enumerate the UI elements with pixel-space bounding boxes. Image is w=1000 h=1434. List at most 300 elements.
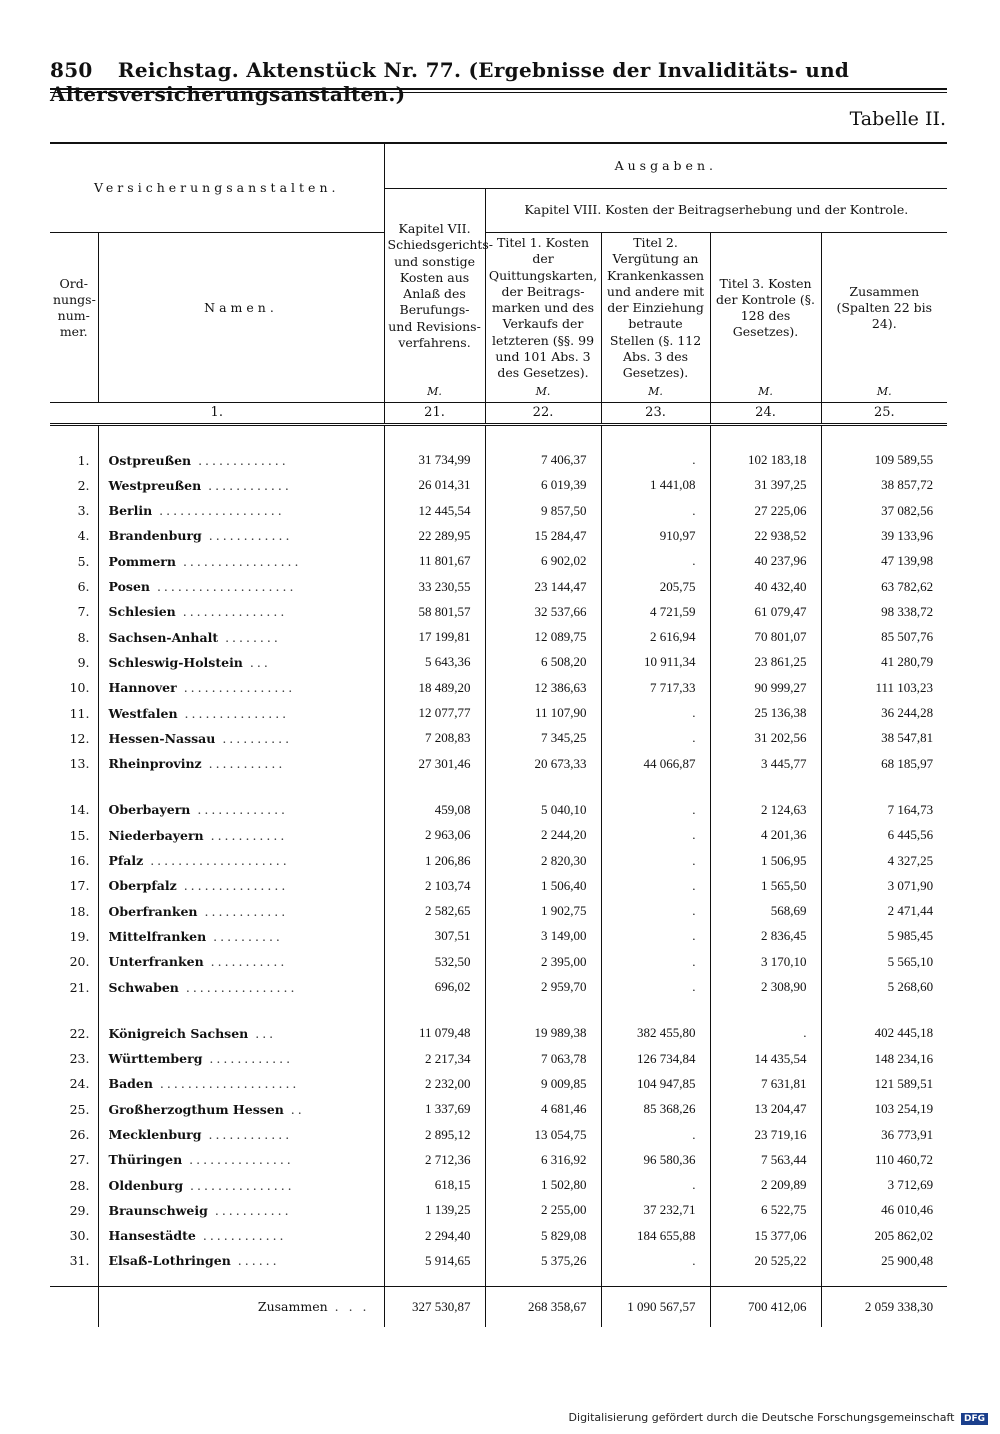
table-row (50, 873, 947, 898)
cell-c25: 3 071,90 (821, 873, 947, 898)
row-name-text: Königreich Sachsen (108, 1025, 249, 1041)
leader-dots: .................... (149, 579, 297, 595)
cell-c22: 5 375,26 (485, 1248, 601, 1273)
cell-c22: 2 820,30 (485, 848, 601, 873)
cell-c23: . (601, 549, 710, 574)
row-name (98, 549, 384, 574)
row-name (98, 797, 384, 822)
total-row (50, 1286, 947, 1327)
cell-c24: 40 432,40 (710, 574, 821, 599)
row-name (98, 726, 384, 751)
cell-c21: 2 217,34 (384, 1046, 485, 1071)
leader-dots: ............ (201, 528, 293, 544)
unit-label: M. (601, 383, 710, 402)
header-col-21: Kapitel VII. Schiedsgerichts- und sonstige Kosten aus Anlaß des Berufungs- und Revisions-verfahrens. (384, 189, 485, 384)
row-name (98, 924, 384, 949)
cell-c24: 70 801,07 (710, 625, 821, 650)
cell-c25: 109 589,55 (821, 447, 947, 472)
table-row (50, 700, 947, 725)
cell-c23: 126 734,84 (601, 1046, 710, 1071)
table-row (50, 1172, 947, 1197)
cell-c21: 532,50 (384, 949, 485, 974)
cell-c21: 11 801,67 (384, 549, 485, 574)
row-number: 20. (69, 954, 90, 970)
leader-dots: .................... (152, 1076, 300, 1092)
cell-c23: 96 580,36 (601, 1147, 710, 1172)
row-name (98, 848, 384, 873)
row-name (98, 751, 384, 776)
cell-c23: . (601, 974, 710, 999)
table-row (50, 625, 947, 650)
table-row (50, 1021, 947, 1046)
total-c25: 2 059 338,30 (821, 1286, 947, 1327)
cell-c24: 102 183,18 (710, 447, 821, 472)
cell-c21: 2 294,40 (384, 1223, 485, 1248)
row-number: 1. (77, 452, 90, 468)
cell-c24: 31 202,56 (710, 726, 821, 751)
row-name-text: Pommern (108, 553, 176, 569)
cell-c22: 9 009,85 (485, 1071, 601, 1096)
row-name (98, 823, 384, 848)
header-kapitel-8: Kapitel VIII. Kosten der Beitragserhebung und der Kontrole. (485, 189, 947, 233)
cell-c24: 2 308,90 (710, 974, 821, 999)
header-col-23: Titel 2. Vergütung an Krankenkassen und andere mit der Einziehung betraute Stellen (§. 112 Abs. 3 des Gesetzes). (601, 233, 710, 384)
cell-c25: 402 445,18 (821, 1021, 947, 1046)
cell-c21: 2 895,12 (384, 1122, 485, 1147)
header-versicherungsanstalten: Versicherungsanstalten. (50, 143, 384, 233)
cell-c24: 3 170,10 (710, 949, 821, 974)
total-label: Zusammen . . . (98, 1286, 384, 1327)
cell-c23: . (601, 873, 710, 898)
cell-c22: 1 502,80 (485, 1172, 601, 1197)
table-row (50, 1071, 947, 1096)
cell-c24: 7 631,81 (710, 1071, 821, 1096)
row-name-text: Westpreußen (108, 477, 202, 493)
row-number: 9. (77, 654, 90, 670)
cell-c21: 5 914,65 (384, 1248, 485, 1273)
row-name-text: Oberbayern (108, 802, 191, 818)
cell-c23: 910,97 (601, 523, 710, 548)
row-name-text: Schwaben (108, 979, 179, 995)
table-row (50, 1122, 947, 1147)
row-name (98, 1248, 384, 1273)
leader-dots: ................. (175, 553, 302, 569)
cell-c25: 205 862,02 (821, 1223, 947, 1248)
cell-c25: 38 547,81 (821, 726, 947, 751)
cell-c24: 23 861,25 (710, 650, 821, 675)
cell-c24: 2 124,63 (710, 797, 821, 822)
row-name (98, 873, 384, 898)
cell-c21: 12 077,77 (384, 700, 485, 725)
total-c24: 700 412,06 (710, 1286, 821, 1327)
cell-c21: 33 230,55 (384, 574, 485, 599)
row-number: 13. (69, 756, 90, 772)
leader-dots: .. (283, 1101, 305, 1117)
group-gap (50, 776, 947, 797)
cell-c21: 11 079,48 (384, 1021, 485, 1046)
table-row (50, 848, 947, 873)
cell-c23: . (601, 1122, 710, 1147)
total-c21: 327 530,87 (384, 1286, 485, 1327)
column-number: 23. (601, 402, 710, 425)
column-number: 1. (50, 402, 384, 425)
cell-c25: 5 268,60 (821, 974, 947, 999)
header-rule (50, 88, 947, 90)
cell-c21: 2 232,00 (384, 1071, 485, 1096)
cell-c22: 6 316,92 (485, 1147, 601, 1172)
cell-c25: 148 234,16 (821, 1046, 947, 1071)
cell-c21: 618,15 (384, 1172, 485, 1197)
leader-dots: ............... (182, 1152, 294, 1168)
cell-c22: 7 345,25 (485, 726, 601, 751)
table-row (50, 1046, 947, 1071)
table-row (50, 1223, 947, 1248)
row-name-text: Elsaß-Lothringen (108, 1253, 231, 1269)
cell-c24: 61 079,47 (710, 599, 821, 624)
unit-label: M. (821, 383, 947, 402)
cell-c23: 104 947,85 (601, 1071, 710, 1096)
cell-c23: . (601, 823, 710, 848)
cell-c22: 2 959,70 (485, 974, 601, 999)
row-number: 12. (69, 730, 90, 746)
leader-dots: ............... (176, 878, 289, 894)
table-row (50, 675, 947, 700)
leader-dots: ........... (203, 954, 288, 970)
leader-dots: ................ (178, 979, 298, 995)
cell-c21: 17 199,81 (384, 625, 485, 650)
row-name (98, 1172, 384, 1197)
footer (569, 1411, 988, 1425)
row-number: 26. (69, 1127, 90, 1142)
cell-c24: 14 435,54 (710, 1046, 821, 1071)
cell-c24: 1 565,50 (710, 873, 821, 898)
column-number: 21. (384, 402, 485, 425)
cell-c22: 15 284,47 (485, 523, 601, 548)
row-name (98, 974, 384, 999)
table-row (50, 473, 947, 498)
spacer-row (50, 1274, 947, 1287)
cell-c22: 11 107,90 (485, 700, 601, 725)
row-name-text: Oberpfalz (108, 878, 177, 894)
cell-c25: 63 782,62 (821, 574, 947, 599)
cell-c25: 39 133,96 (821, 523, 947, 548)
cell-c23: . (601, 848, 710, 873)
row-number: 3. (77, 503, 90, 519)
cell-c23: . (601, 1248, 710, 1273)
leader-dots: ................ (176, 680, 296, 696)
cell-c21: 1 206,86 (384, 848, 485, 873)
cell-c25: 3 712,69 (821, 1172, 947, 1197)
table-row (50, 797, 947, 822)
group-gap (50, 425, 947, 448)
row-number: 17. (69, 878, 90, 894)
row-name-text: Unterfranken (108, 954, 204, 970)
cell-c22: 5 040,10 (485, 797, 601, 822)
row-number: 2. (77, 477, 90, 493)
row-number: 7. (77, 604, 90, 620)
leader-dots: ............ (197, 903, 289, 919)
cell-c25: 121 589,51 (821, 1071, 947, 1096)
row-name-text: Schlesien (108, 604, 176, 620)
row-name-text: Hessen-Nassau (108, 730, 216, 746)
column-number: 24. (710, 402, 821, 425)
cell-c23: . (601, 797, 710, 822)
table-row (50, 949, 947, 974)
cell-c22: 2 244,20 (485, 823, 601, 848)
row-name (98, 949, 384, 974)
leader-dots: ............ (202, 1051, 294, 1067)
cell-c24: 22 938,52 (710, 523, 821, 548)
cell-c24: 6 522,75 (710, 1198, 821, 1223)
row-name-text: Rheinprovinz (108, 756, 202, 772)
cell-c24: 13 204,47 (710, 1097, 821, 1122)
cell-c22: 4 681,46 (485, 1097, 601, 1122)
unit-label: M. (710, 383, 821, 402)
cell-c21: 22 289,95 (384, 523, 485, 548)
cell-c22: 12 089,75 (485, 625, 601, 650)
row-name-text: Württemberg (108, 1051, 203, 1067)
row-number: 11. (69, 705, 90, 721)
dfg-logo: DFG (961, 1413, 988, 1425)
cell-c21: 2 582,65 (384, 898, 485, 923)
cell-c24: 90 999,27 (710, 675, 821, 700)
cell-c24: 40 237,96 (710, 549, 821, 574)
table-row (50, 599, 947, 624)
cell-c22: 12 386,63 (485, 675, 601, 700)
cell-c23: 44 066,87 (601, 751, 710, 776)
header-col-24: Titel 3. Kosten der Kontrole (§. 128 des Gesetzes). (710, 233, 821, 384)
row-number: 4. (77, 528, 90, 544)
cell-c25: 47 139,98 (821, 549, 947, 574)
cell-c24: 27 225,06 (710, 498, 821, 523)
cell-c22: 32 537,66 (485, 599, 601, 624)
row-number: 31. (69, 1253, 90, 1269)
leader-dots: ........ (218, 629, 281, 645)
cell-c23: . (601, 726, 710, 751)
row-name (98, 1097, 384, 1122)
row-name-text: Ostpreußen (108, 452, 192, 468)
row-name (98, 473, 384, 498)
cell-c24: 23 719,16 (710, 1122, 821, 1147)
row-name-text: Hannover (108, 680, 177, 696)
cell-c21: 18 489,20 (384, 675, 485, 700)
row-name-text: Baden (108, 1076, 153, 1092)
cell-c23: . (601, 498, 710, 523)
total-number (50, 1286, 98, 1327)
table-row (50, 823, 947, 848)
row-name-text: Thüringen (108, 1152, 183, 1168)
cell-c24: 20 525,22 (710, 1248, 821, 1273)
row-name (98, 1147, 384, 1172)
cell-c22: 3 149,00 (485, 924, 601, 949)
cell-c25: 36 773,91 (821, 1122, 947, 1147)
cell-c21: 307,51 (384, 924, 485, 949)
cell-c22: 7 406,37 (485, 447, 601, 472)
cell-c25: 37 082,56 (821, 498, 947, 523)
cell-c22: 23 144,47 (485, 574, 601, 599)
table-row (50, 1248, 947, 1273)
cell-c21: 2 712,36 (384, 1147, 485, 1172)
page-header (50, 58, 950, 106)
row-name-text: Mittelfranken (108, 928, 207, 944)
cell-c24: 15 377,06 (710, 1223, 821, 1248)
cell-c23: . (601, 447, 710, 472)
row-number: 21. (69, 979, 90, 995)
cell-c22: 6 902,02 (485, 549, 601, 574)
row-number: 16. (69, 853, 90, 869)
leader-dots: ............... (177, 705, 290, 721)
cell-c23: . (601, 898, 710, 923)
cell-c21: 459,08 (384, 797, 485, 822)
table-row (50, 751, 947, 776)
unit-spacer (50, 383, 98, 402)
cell-c23: 85 368,26 (601, 1097, 710, 1122)
cell-c25: 5 565,10 (821, 949, 947, 974)
cell-c25: 25 900,48 (821, 1248, 947, 1273)
table-row (50, 1198, 947, 1223)
table-row (50, 974, 947, 999)
cell-c23: 205,75 (601, 574, 710, 599)
table-row (50, 549, 947, 574)
row-name-text: Hansestädte (108, 1228, 196, 1244)
leader-dots: ............ (195, 1228, 287, 1244)
row-name (98, 1021, 384, 1046)
row-number: 22. (69, 1025, 90, 1041)
row-name-text: Westfalen (108, 705, 178, 721)
total-c23: 1 090 567,57 (601, 1286, 710, 1327)
table-row (50, 650, 947, 675)
unit-label: M. (485, 383, 601, 402)
cell-c24: 1 506,95 (710, 848, 821, 873)
row-name-text: Schleswig-Holstein (108, 654, 243, 670)
row-name (98, 650, 384, 675)
leader-dots: ........... (203, 827, 288, 843)
leader-dots: .......... (206, 928, 283, 944)
row-name-text: Großherzogthum Hessen (108, 1101, 284, 1117)
cell-c24: 4 201,36 (710, 823, 821, 848)
cell-c25: 85 507,76 (821, 625, 947, 650)
cell-c24: 2 836,45 (710, 924, 821, 949)
page-title: Reichstag. Aktenstück Nr. 77. (Ergebnisse der Invaliditäts- und Altersversicherungsanstalten.) (50, 58, 850, 106)
leader-dots: ............ (201, 477, 292, 493)
row-number: 10. (69, 680, 90, 696)
row-name-text: Brandenburg (108, 528, 202, 544)
row-name-text: Niederbayern (108, 827, 204, 843)
table-row (50, 726, 947, 751)
leader-dots: ...... (230, 1253, 280, 1269)
unit-spacer (98, 383, 384, 402)
row-number: 23. (69, 1051, 90, 1067)
cell-c23: 184 655,88 (601, 1223, 710, 1248)
row-name (98, 599, 384, 624)
cell-c25: 7 164,73 (821, 797, 947, 822)
row-name-text: Sachsen-Anhalt (108, 629, 219, 645)
row-name (98, 1071, 384, 1096)
leader-dots: . . . (327, 1299, 370, 1315)
table-row (50, 898, 947, 923)
cell-c25: 38 857,72 (821, 473, 947, 498)
cell-c23: 4 721,59 (601, 599, 710, 624)
cell-c21: 7 208,83 (384, 726, 485, 751)
row-number: 19. (69, 928, 90, 944)
row-name (98, 1198, 384, 1223)
cell-c22: 7 063,78 (485, 1046, 601, 1071)
cell-c22: 6 019,39 (485, 473, 601, 498)
cell-c25: 68 185,97 (821, 751, 947, 776)
table-row (50, 498, 947, 523)
table-row (50, 1097, 947, 1122)
row-number: 8. (77, 629, 90, 645)
row-name-text: Pfalz (108, 853, 144, 869)
row-name (98, 1046, 384, 1071)
header-namen: Namen. (98, 233, 384, 384)
cell-c24: 31 397,25 (710, 473, 821, 498)
row-name (98, 574, 384, 599)
cell-c21: 1 337,69 (384, 1097, 485, 1122)
cell-c23: . (601, 949, 710, 974)
cell-c25: 6 445,56 (821, 823, 947, 848)
row-number: 14. (69, 802, 90, 818)
cell-c21: 2 963,06 (384, 823, 485, 848)
cell-c24: 7 563,44 (710, 1147, 821, 1172)
column-number: 25. (821, 402, 947, 425)
leader-dots: ... (248, 1025, 277, 1041)
table-row (50, 924, 947, 949)
footer-text: Digitalisierung gefördert durch die Deutsche Forschungsgemeinschaft (568, 1411, 955, 1424)
row-number: 30. (69, 1228, 90, 1244)
cell-c21: 1 139,25 (384, 1198, 485, 1223)
cell-c25: 46 010,46 (821, 1198, 947, 1223)
table-body (50, 425, 947, 1327)
leader-dots: .................. (152, 503, 285, 519)
cell-c23: 7 717,33 (601, 675, 710, 700)
row-name (98, 625, 384, 650)
cell-c21: 2 103,74 (384, 873, 485, 898)
cell-c25: 4 327,25 (821, 848, 947, 873)
cell-c25: 5 985,45 (821, 924, 947, 949)
row-name (98, 898, 384, 923)
row-number: 18. (69, 903, 90, 919)
cell-c24: 3 445,77 (710, 751, 821, 776)
row-name (98, 447, 384, 472)
cell-c24: 25 136,38 (710, 700, 821, 725)
header-ordnungsnummer: Ord-nungs-num-mer. (50, 233, 98, 384)
header-ausgaben: Ausgaben. (384, 143, 947, 189)
row-name (98, 1122, 384, 1147)
group-gap (50, 1000, 947, 1021)
row-name-text: Oldenburg (108, 1177, 184, 1193)
row-name-text: Oberfranken (108, 903, 198, 919)
cell-c21: 696,02 (384, 974, 485, 999)
header-rule-thin (50, 92, 947, 93)
data-table (50, 142, 947, 1327)
row-name-text: Posen (108, 579, 150, 595)
cell-c21: 58 801,57 (384, 599, 485, 624)
cell-c23: 1 441,08 (601, 473, 710, 498)
table-row (50, 574, 947, 599)
cell-c21: 12 445,54 (384, 498, 485, 523)
row-number: 28. (69, 1177, 90, 1193)
row-number: 25. (69, 1101, 90, 1117)
row-number: 24. (69, 1076, 90, 1092)
table-row (50, 523, 947, 548)
row-name-text: Braunschweig (108, 1202, 208, 1218)
leader-dots: ............. (190, 802, 289, 818)
table-row (50, 447, 947, 472)
header-col-25: Zusammen (Spalten 22 bis 24). (821, 233, 947, 384)
leader-dots: ............. (191, 452, 289, 468)
cell-c22: 6 508,20 (485, 650, 601, 675)
